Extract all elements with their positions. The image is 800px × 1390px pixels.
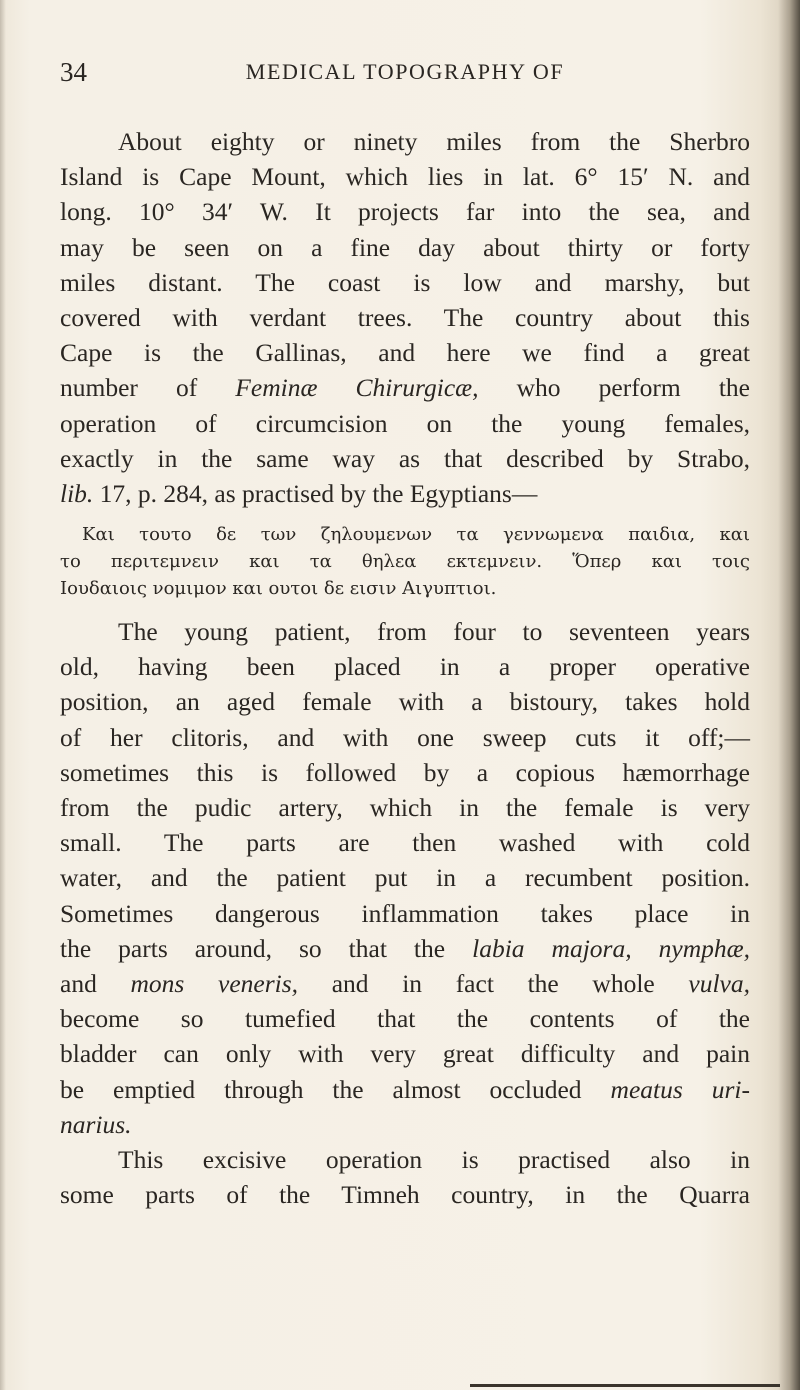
italic-phrase: Feminæ Chirurgicæ, (235, 373, 479, 403)
paragraph-line: some parts of the Timneh country, in the Quarra (60, 1180, 750, 1210)
italic-phrase: vulva, (688, 968, 750, 998)
italic-phrase: narius. (60, 1109, 132, 1139)
italic-phrase: mons veneris, (130, 968, 299, 998)
paragraph-line: of her clitoris, and with one sweep cuts it off;— (60, 722, 750, 752)
paragraph-line: from the pudic artery, which in the female is very (60, 793, 750, 822)
page-left-shadow (0, 0, 6, 1390)
paragraph-line: water, and the patient put in a recumbent position. (60, 863, 750, 893)
paragraph-line: may be seen on a fine day about thirty or forty (60, 232, 750, 262)
paragraph-line: covered with verdant trees. The country about this (60, 302, 750, 332)
greek-quote-line: Και τουτο δε των ζηλουμενων τα γεννωμενα παιδια, και (82, 524, 750, 546)
paragraph-line: long. 10° 34′ W. It projects far into the sea, and (60, 197, 750, 227)
page-binding-edge (778, 0, 800, 1390)
paragraph-line-with-italic: be emptied through the almost occluded meatus uri- (60, 1074, 750, 1104)
paragraph-line: exactly in the same way as that described by Strabo, (60, 443, 750, 473)
paragraph-line: About eighty or ninety miles from the Sherbro (118, 127, 750, 156)
paragraph-line: become so tumefied that the contents of the (60, 1004, 750, 1034)
italic-phrase: meatus uri- (610, 1074, 750, 1104)
paragraph-line-with-italic: number of Feminæ Chirurgicæ, who perform the (60, 373, 750, 403)
paragraph-line: operation of circumcision on the young females, (60, 408, 750, 438)
paragraph-line: small. The parts are then washed with cold (60, 828, 750, 858)
paragraph-line: This excisive operation is practised also in (118, 1144, 750, 1174)
page-number: 34 (60, 57, 87, 87)
paragraph-line: old, having been placed in a proper operative (60, 652, 750, 682)
paragraph-line-with-italic: and mons veneris, and in fact the whole vulva, (60, 968, 750, 998)
paragraph-line: bladder can only with very great difficulty and pain (60, 1039, 750, 1069)
footer-rule (470, 1384, 780, 1387)
paragraph-line: Island is Cape Mount, which lies in lat. 6° 15′ N. and (60, 162, 750, 192)
page-header (60, 52, 750, 92)
paragraph-line: Sometimes dangerous inflammation takes place in (60, 898, 750, 928)
italic-phrase: lib. (60, 478, 94, 508)
running-head: MEDICAL TOPOGRAPHY OF (245, 59, 565, 84)
italic-phrase: labia majora, nymphæ, (472, 933, 750, 963)
page-body (60, 124, 750, 1212)
greek-quote-line: Ιουδαιοις νομιμον και ουτοι δε εισιν Αιγυπτιοι. (60, 578, 497, 600)
paragraph-line: Cape is the Gallinas, and here we find a great (60, 338, 750, 368)
paragraph-line-with-italic: the parts around, so that the labia majora, nymphæ, (60, 933, 750, 963)
greek-quote-line: το περιτεμνειν και τα θηλεα εκτεμνειν. Ὅπερ και τοις (60, 551, 750, 573)
paragraph-line: sometimes this is followed by a copious hæmorrhage (60, 757, 750, 787)
paragraph-line-with-italic: lib. 17, p. 284, as practised by the Egyptians— (60, 478, 538, 508)
paragraph-line: position, an aged female with a bistoury, takes hold (60, 687, 750, 717)
paragraph-line-with-italic (60, 1107, 750, 1142)
paragraph-line: miles distant. The coast is low and marshy, but (60, 267, 750, 297)
paragraph-line: The young patient, from four to seventeen years (118, 617, 750, 647)
